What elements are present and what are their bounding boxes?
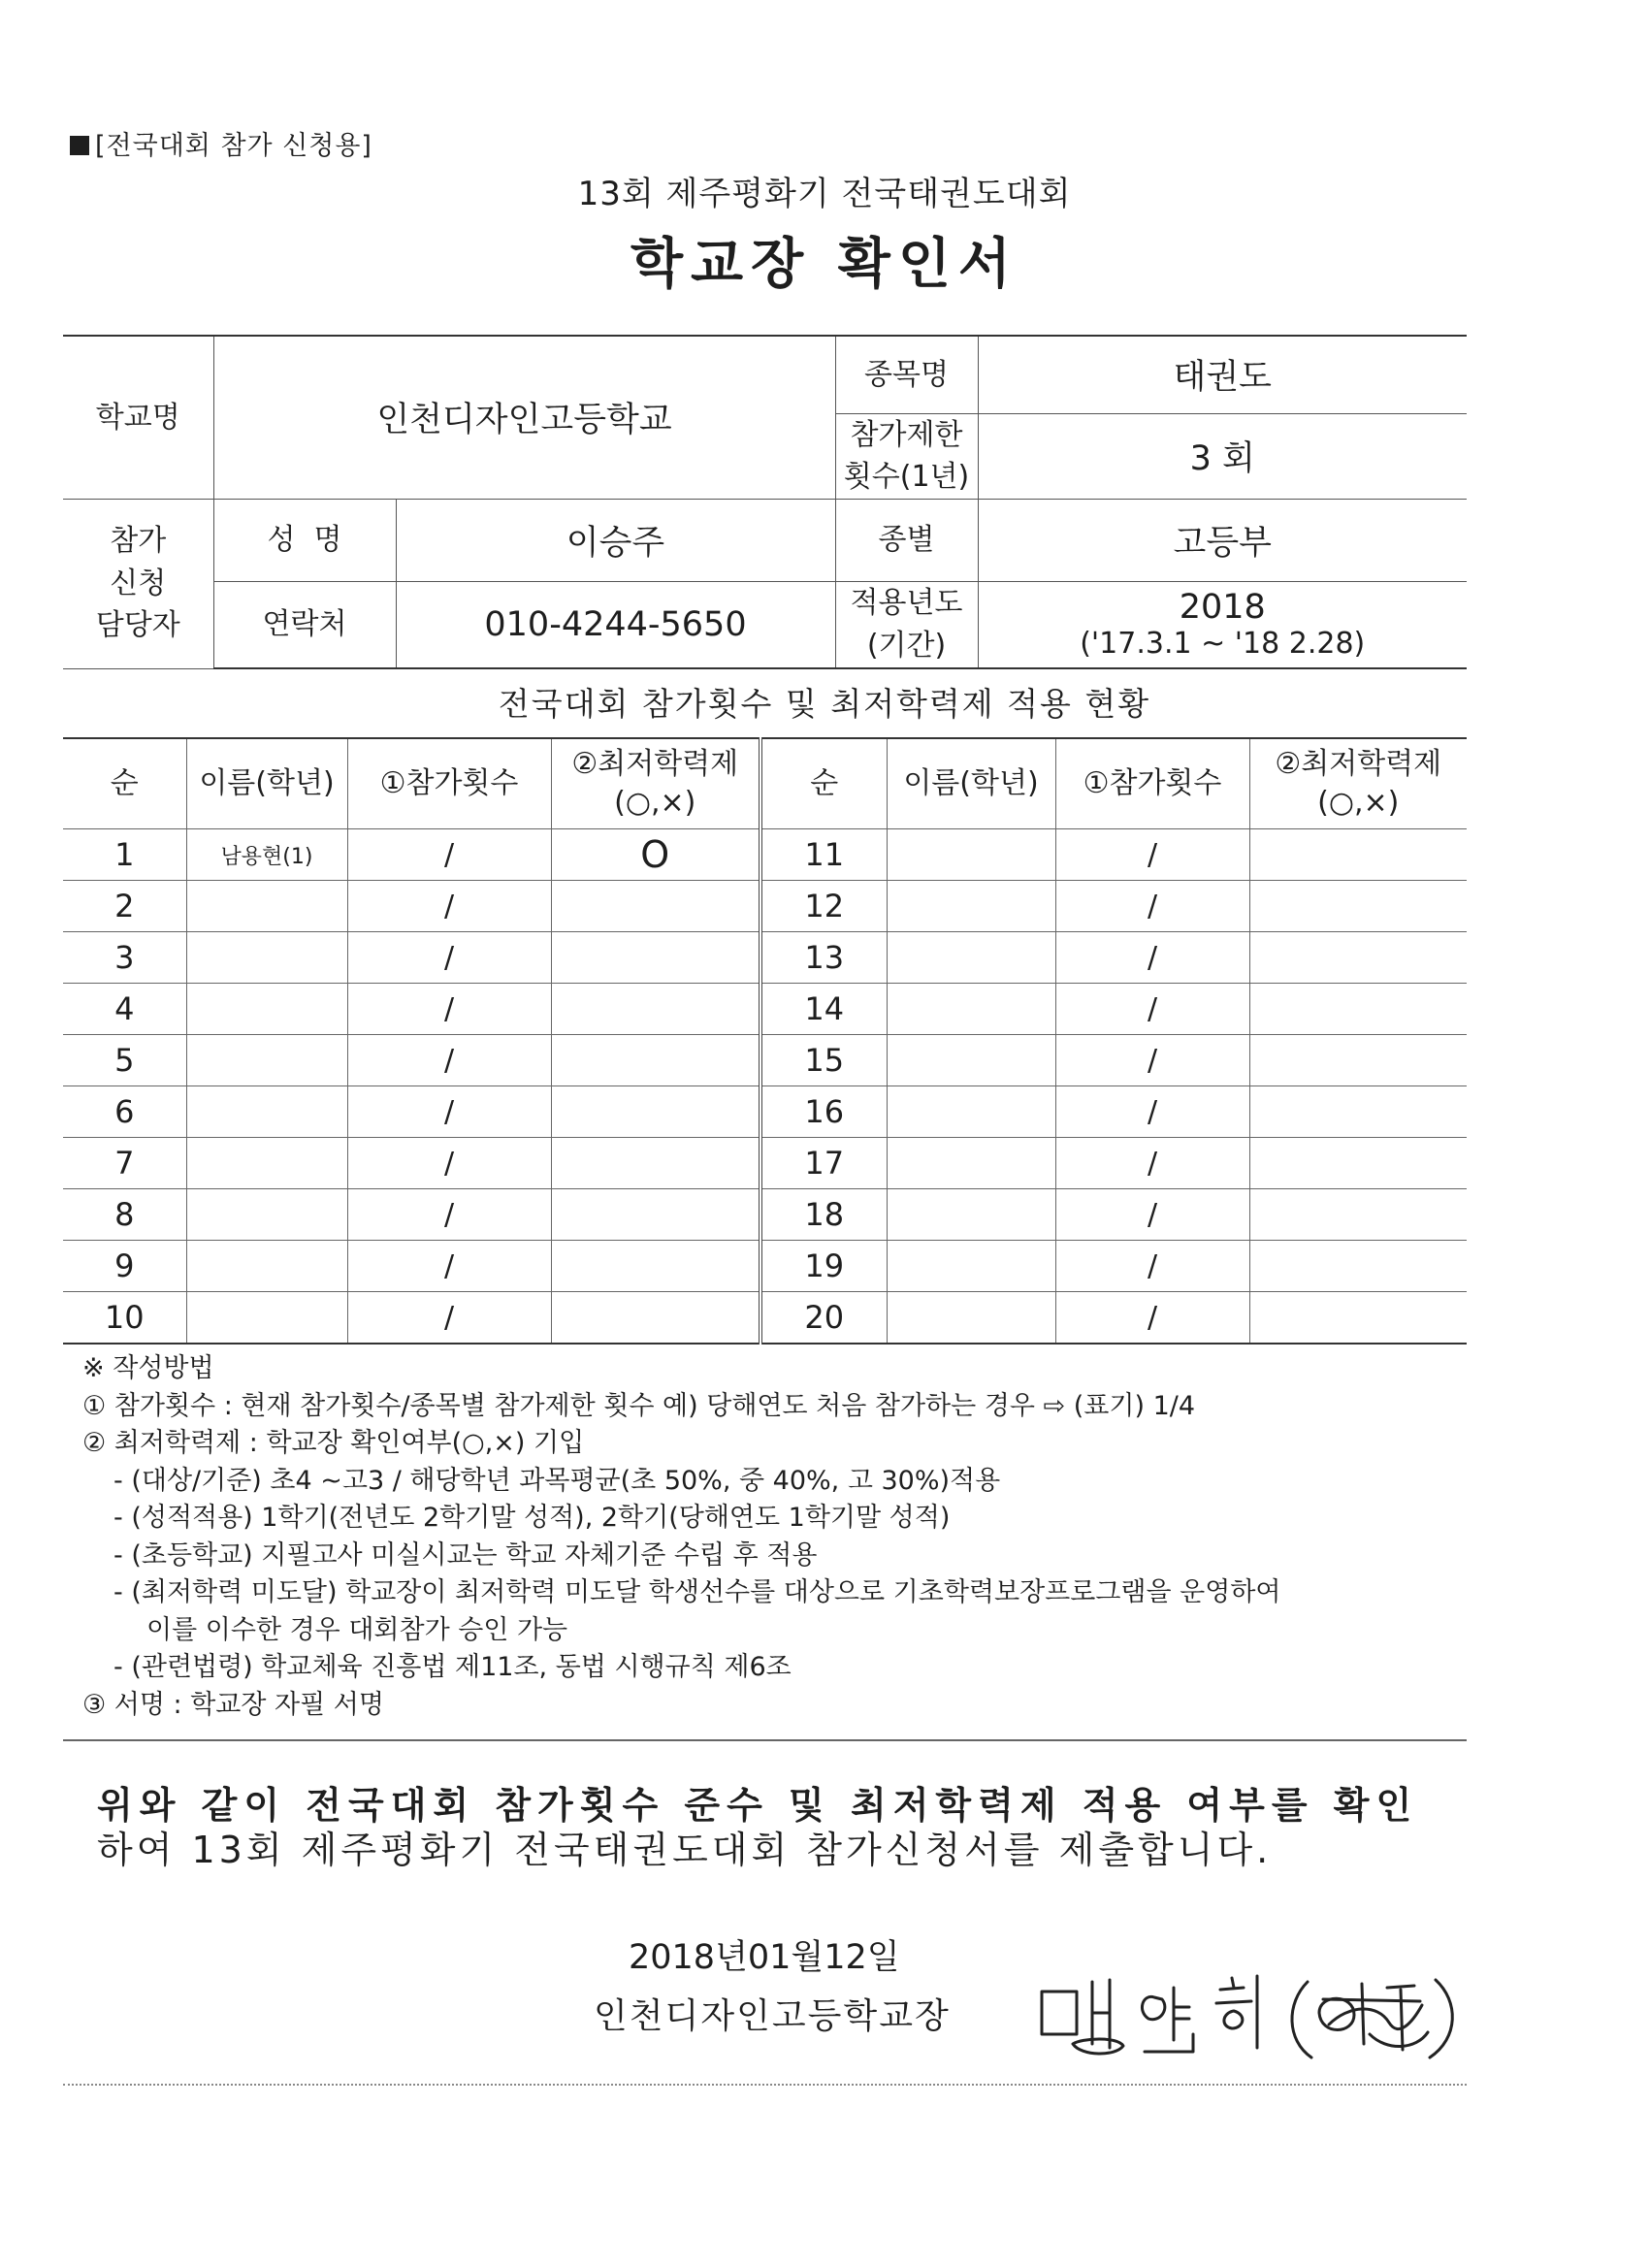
- table-row: [63, 984, 1467, 1035]
- row-name: [887, 1292, 1055, 1345]
- limit-value: 3 회: [978, 413, 1467, 499]
- row-count: /: [347, 1138, 551, 1189]
- row-count: /: [347, 1189, 551, 1241]
- info-table: [63, 335, 1467, 669]
- table-row: [63, 1086, 1467, 1138]
- row-name: [887, 984, 1055, 1035]
- notes-line: - (성적적용) 1학기(전년도 2학기말 성적), 2학기(당해연도 1학기말 성적): [113, 1503, 951, 1533]
- row-min: [551, 1138, 760, 1189]
- row-count: /: [347, 1292, 551, 1345]
- row-name: [887, 1189, 1055, 1241]
- status-header-row: [63, 738, 1467, 829]
- row-no: 6: [63, 1086, 186, 1138]
- year-value: 2018: [1179, 588, 1266, 628]
- row-min: [1249, 984, 1467, 1035]
- handwritten-signature: [1028, 1964, 1474, 2061]
- row-count: /: [347, 1086, 551, 1138]
- col-header-min-line1: ②최저학력제: [1275, 746, 1442, 781]
- row-min: [551, 984, 760, 1035]
- contact-label: 연락처: [213, 581, 396, 668]
- row-no: 20: [760, 1292, 887, 1345]
- row-count: /: [347, 1241, 551, 1292]
- name-value: 이승주: [396, 499, 835, 581]
- row-count: /: [1055, 1086, 1249, 1138]
- notes-heading: ※ 작성방법: [82, 1353, 214, 1383]
- col-header-min: [1249, 738, 1467, 829]
- row-no: 3: [63, 932, 186, 984]
- row-count: /: [347, 881, 551, 932]
- row-no: 7: [63, 1138, 186, 1189]
- school-label: 학교명: [63, 336, 213, 499]
- row-no: 16: [760, 1086, 887, 1138]
- row-count: /: [1055, 932, 1249, 984]
- notes-line: - (최저학력 미도달) 학교장이 최저학력 미도달 학생선수를 대상으로 기초학력보장프로그램을 운영하여: [113, 1577, 1281, 1607]
- notes-line: ② 최저학력제 : 학교장 확인여부(○,×) 기입: [82, 1428, 585, 1458]
- row-count: /: [1055, 1189, 1249, 1241]
- status-section-title: 전국대회 참가횟수 및 최저학력제 적용 현황: [498, 685, 1151, 723]
- year-label-line2: (기간): [866, 628, 947, 663]
- row-count: /: [1055, 1035, 1249, 1086]
- row-name: [887, 881, 1055, 932]
- table-row: [63, 1035, 1467, 1086]
- notes-line: - (관련법령) 학교체육 진흥법 제11조, 동법 시행규칙 제6조: [113, 1652, 792, 1682]
- row-name: 남용현(1): [186, 829, 347, 881]
- row-count: /: [347, 984, 551, 1035]
- divider: [63, 1739, 1467, 1741]
- row-min: [551, 1035, 760, 1086]
- year-value-cell: [978, 581, 1467, 668]
- row-min: [1249, 1138, 1467, 1189]
- notes-line: ③ 서명 : 학교장 자필 서명: [82, 1689, 384, 1720]
- row-name: [887, 932, 1055, 984]
- row-name: [186, 1086, 347, 1138]
- row-min: [551, 881, 760, 932]
- confirmation-line: 위와 같이 전국대회 참가횟수 준수 및 최저학력제 적용 여부를 확인: [97, 1784, 1419, 1827]
- row-name: [887, 1138, 1055, 1189]
- form-tag: [70, 124, 372, 162]
- period-value: ('17.3.1 ~ '18 2.28): [1080, 627, 1366, 662]
- notes-line: 이를 이수한 경우 대회참가 승인 가능: [146, 1614, 568, 1645]
- year-label-line1: 적용년도: [850, 586, 963, 621]
- table-row: [63, 1138, 1467, 1189]
- col-header-count: ①참가횟수: [347, 738, 551, 829]
- school-value: 인천디자인고등학교: [213, 336, 835, 499]
- row-no: 17: [760, 1138, 887, 1189]
- row-no: 19: [760, 1241, 887, 1292]
- row-name: [186, 1292, 347, 1345]
- row-count: /: [1055, 1241, 1249, 1292]
- applicant-label-line2: 신청: [110, 566, 167, 600]
- row-min: [551, 1086, 760, 1138]
- row-no: 2: [63, 881, 186, 932]
- row-count: /: [1055, 881, 1249, 932]
- row-count: /: [347, 1035, 551, 1086]
- col-header-min: [551, 738, 760, 829]
- table-row: [63, 829, 1467, 881]
- row-name: [186, 1035, 347, 1086]
- row-min: [551, 1292, 760, 1345]
- limit-label-line2: 횟수(1년): [843, 460, 970, 494]
- col-header-min-line2: (○,×): [1317, 786, 1400, 820]
- notes-line: ① 참가횟수 : 현재 참가횟수/종목별 참가제한 횟수 예) 당해연도 처음 참가하는 경우 ⇨ (표기) 1/4: [82, 1390, 1196, 1421]
- row-name: [887, 1035, 1055, 1086]
- row-min: [1249, 829, 1467, 881]
- row-count: /: [1055, 1138, 1249, 1189]
- contact-value: 010-4244-5650: [396, 581, 835, 668]
- table-row: [63, 1189, 1467, 1241]
- writing-instructions: [82, 1350, 1470, 1724]
- col-header-name: 이름(학년): [887, 738, 1055, 829]
- limit-label-line1: 참가제한: [850, 417, 963, 452]
- col-header-min-line2: (○,×): [614, 786, 696, 820]
- bottom-divider: [63, 2084, 1467, 2086]
- row-name: [186, 881, 347, 932]
- square-bullet-icon: [70, 136, 89, 155]
- notes-line: - (대상/기준) 초4 ~고3 / 해당학년 과목평균(초 50%, 중 40%, 고 30%)적용: [113, 1465, 1001, 1496]
- col-header-name: 이름(학년): [186, 738, 347, 829]
- event-value: 태권도: [978, 336, 1467, 413]
- row-name: [186, 1138, 347, 1189]
- issue-date: 2018년01월12일: [629, 1938, 900, 1977]
- status-table: [63, 737, 1467, 1345]
- event-label: 종목명: [835, 336, 978, 413]
- name-label: 성 명: [213, 499, 396, 581]
- applicant-label-line3: 담당자: [95, 608, 180, 643]
- row-name: [887, 829, 1055, 881]
- applicant-label: [63, 499, 213, 668]
- confirmation-line: 하여 13회 제주평화기 전국태권도대회 참가신청서를 제출합니다.: [97, 1829, 1273, 1871]
- col-header-count: ①참가횟수: [1055, 738, 1249, 829]
- row-no: 12: [760, 881, 887, 932]
- table-row: [63, 1241, 1467, 1292]
- row-no: 5: [63, 1035, 186, 1086]
- row-min: [1249, 932, 1467, 984]
- col-header-min-line1: ②최저학력제: [571, 746, 739, 781]
- row-count: /: [1055, 1292, 1249, 1345]
- form-tag-text: [전국대회 참가 신청용]: [95, 131, 372, 161]
- row-min: O: [551, 829, 760, 881]
- division-value: 고등부: [978, 499, 1467, 581]
- limit-label: [835, 413, 978, 499]
- row-no: 4: [63, 984, 186, 1035]
- principal-name: 인천디자인고등학교장: [594, 1996, 951, 2036]
- row-no: 1: [63, 829, 186, 881]
- row-no: 8: [63, 1189, 186, 1241]
- notes-line: - (초등학교) 지필고사 미실시교는 학교 자체기준 수립 후 적용: [113, 1539, 818, 1571]
- year-label: [835, 581, 978, 668]
- row-no: 18: [760, 1189, 887, 1241]
- confirmation-statement: [97, 1783, 1455, 1872]
- row-name: [186, 1241, 347, 1292]
- row-min: [551, 1241, 760, 1292]
- row-count: /: [1055, 829, 1249, 881]
- document-subtitle: 13회 제주평화기 전국태권도대회: [577, 175, 1072, 213]
- document-title: 학교장 확인서: [630, 233, 1019, 296]
- row-count: /: [347, 932, 551, 984]
- col-header-no: 순: [63, 738, 186, 829]
- row-min: [1249, 1189, 1467, 1241]
- row-min: [1249, 1035, 1467, 1086]
- col-header-no: 순: [760, 738, 887, 829]
- row-min: [551, 1189, 760, 1241]
- division-label: 종별: [835, 499, 978, 581]
- row-name: [887, 1086, 1055, 1138]
- row-min: [1249, 1292, 1467, 1345]
- row-min: [1249, 881, 1467, 932]
- row-no: 9: [63, 1241, 186, 1292]
- row-no: 10: [63, 1292, 186, 1345]
- row-name: [887, 1241, 1055, 1292]
- row-count: /: [1055, 984, 1249, 1035]
- row-name: [186, 1189, 347, 1241]
- applicant-label-line1: 참가: [110, 524, 167, 559]
- row-no: 13: [760, 932, 887, 984]
- row-count: /: [347, 829, 551, 881]
- row-no: 15: [760, 1035, 887, 1086]
- row-no: 11: [760, 829, 887, 881]
- row-min: [1249, 1241, 1467, 1292]
- table-row: [63, 932, 1467, 984]
- row-min: [1249, 1086, 1467, 1138]
- table-row: [63, 881, 1467, 932]
- row-min: [551, 932, 760, 984]
- row-name: [186, 932, 347, 984]
- row-name: [186, 984, 347, 1035]
- row-no: 14: [760, 984, 887, 1035]
- table-row: [63, 1292, 1467, 1345]
